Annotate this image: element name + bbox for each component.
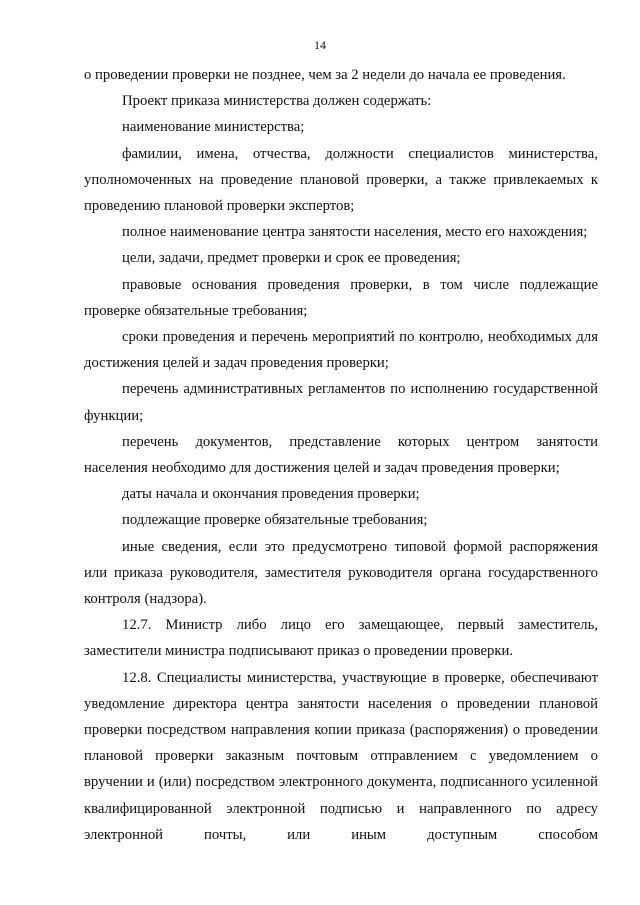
list-item-legal-basis: правовые основания проведения проверки, в том числе подлежащие проверке обязательные требования;: [84, 276, 598, 319]
list-item-regulations: перечень административных регламентов по исполнению государственной функции;: [84, 381, 598, 424]
clause-12-8: 12.8. Специалисты министерства, участвующие в проверке, обеспечивают уведомление директора центра занятости населения о проведении плановой проверки посредством направления копии приказа (распоряжения) о проведении плановой проверки заказным почтовым отправлением с уведомлением о вручении и (или) посредством электронного документа, подписанного усиленной квалифицированной электронной подписью и направленного по адресу электронной почты, или иным доступным способом: [84, 669, 598, 843]
list-item-specialists: фамилии, имена, отчества, должности специалистов министерства, уполномоченных на проведение плановой проверки, а также привлекаемых к проведению плановой проверки экспертов;: [84, 145, 598, 215]
paragraph-continuation: о проведении проверки не позднее, чем за 2 недели до начала ее проведения.: [84, 67, 566, 83]
list-item-other-info: иные сведения, если это предусмотрено типовой формой распоряжения или приказа руководителя, заместителя руководителя органа государственного контроля (надзора).: [84, 538, 598, 608]
list-item-dates: даты начала и окончания проведения проверки;: [122, 486, 420, 503]
list-item-requirements: подлежащие проверке обязательные требования;: [122, 512, 428, 529]
clause-12-7: 12.7. Министр либо лицо его замещающее, первый заместитель, заместители министра подписывают приказ о проведении проверки.: [84, 617, 598, 660]
list-item-documents: перечень документов, представление которых центром занятости населения необходимо для достижения целей и задач проведения проверки;: [84, 433, 598, 477]
paragraph-order-contents-intro: Проект приказа министерства должен содержать:: [122, 93, 432, 110]
list-item-goals: цели, задачи, предмет проверки и срок ее проведения;: [122, 250, 461, 267]
list-item-center-name: полное наименование центра занятости населения, место его нахождения;: [122, 224, 588, 241]
document-body: [84, 62, 598, 848]
page-number: 14: [314, 38, 326, 52]
list-item-terms-measures: сроки проведения и перечень мероприятий по контролю, необходимых для достижения целей и задач проведения проверки;: [84, 329, 598, 372]
list-item-ministry-name: наименование министерства;: [122, 119, 305, 136]
